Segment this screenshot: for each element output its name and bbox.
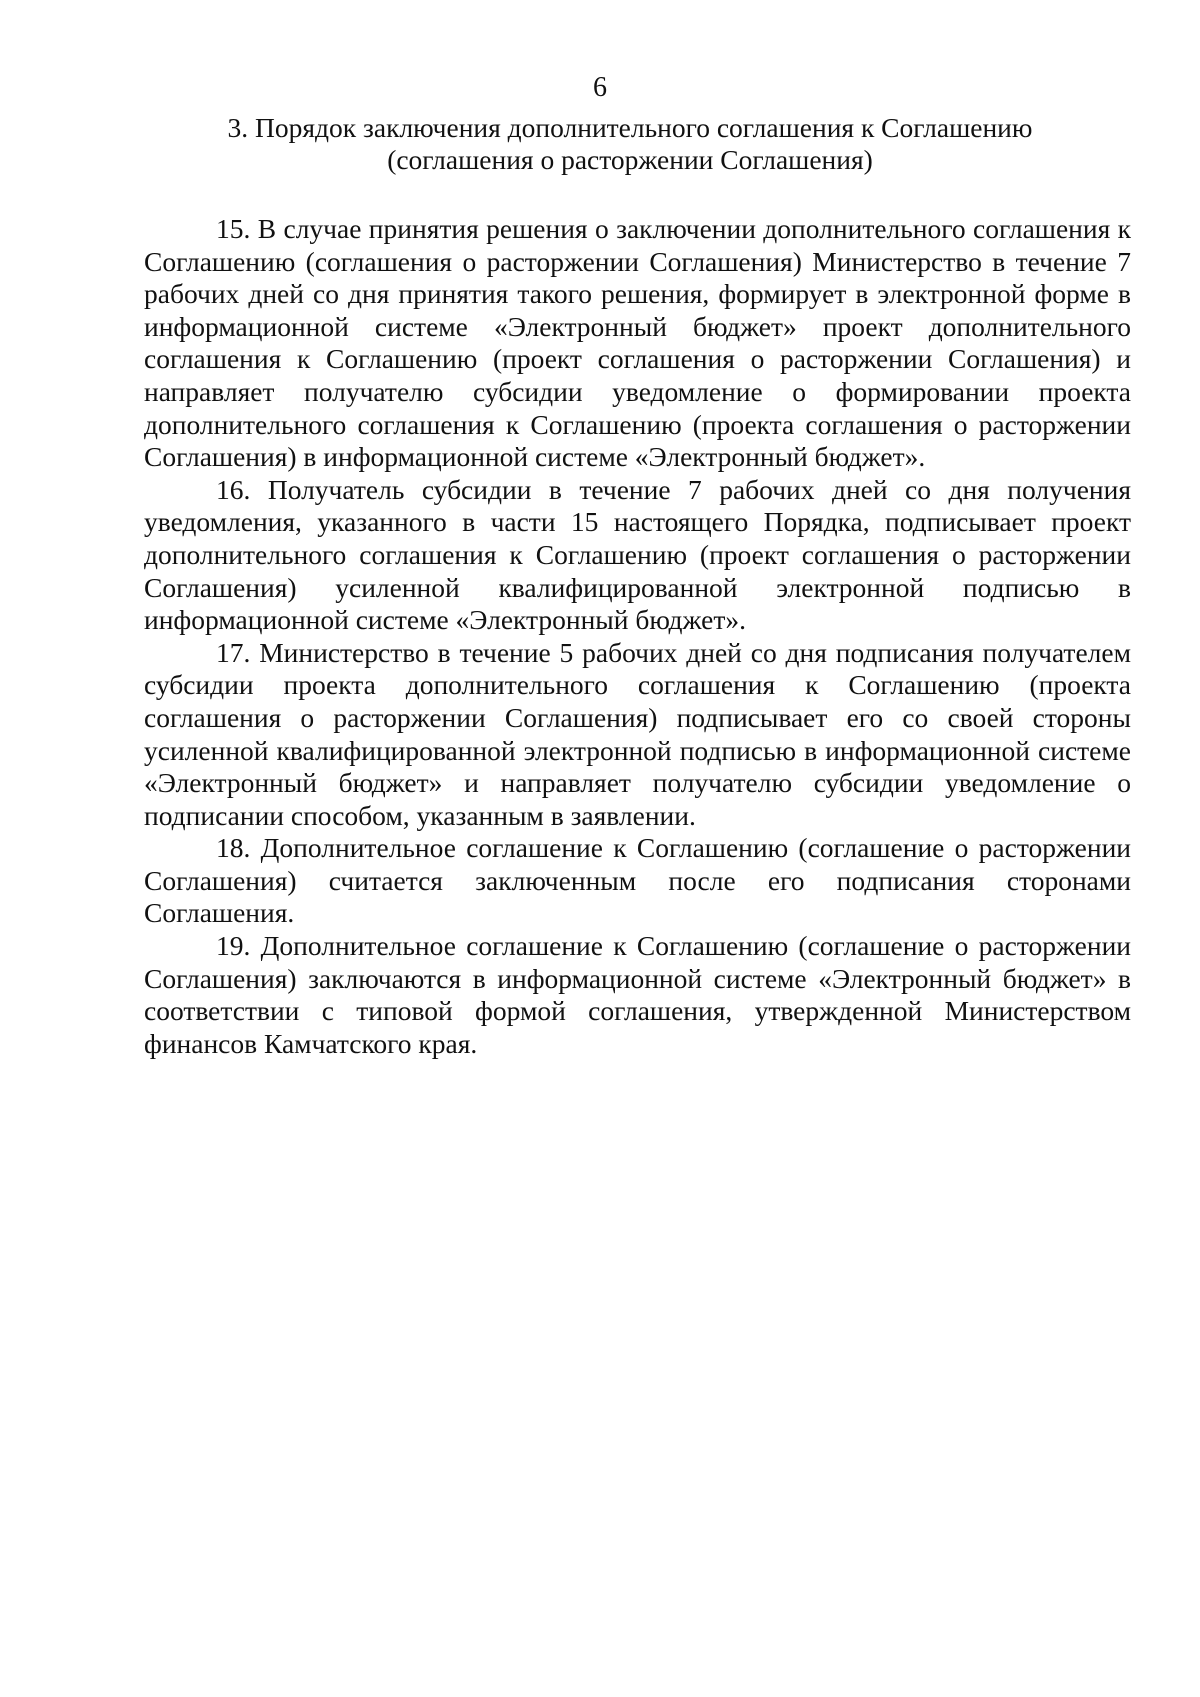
section-title [200,112,1060,176]
paragraph-17: 17. Министерство в течение 5 рабочих дней со дня подписания получателем субсидии проекта дополнительного соглашения к Соглашению (проекта соглашения о расторжении Соглашения) подписывает его со своей стороны усиленной квалифицированной электронной подписью в информационной системе «Электронный бюджет» и направляет получателю субсидии уведомление о подписании способом, указанным в заявлении. [144,636,1131,831]
paragraph-19: 19. Дополнительное соглашение к Соглашению (соглашение о расторжении Соглашения) заключаются в информационной системе «Электронный бюджет» в соответствии с типовой формой соглашения, утвержденной Министерством финансов Камчатского края. [144,930,1131,1059]
document-body [144,213,1131,1060]
paragraph-16: 16. Получатель субсидии в течение 7 рабочих дней со дня получения уведомления, указанного в части 15 настоящего Порядка, подписывает проект дополнительного соглашения к Соглашению (проект соглашения о расторжении Соглашения) усиленной квалифицированной электронной подписью в информационной системе «Электронный бюджет». [144,473,1131,636]
section-title-line-2: (соглашения о расторжении Соглашения) [387,144,873,175]
section-title-line-1: 3. Порядок заключения дополнительного соглашения к Соглашению [227,112,1033,143]
page-number: 6 [593,72,607,103]
paragraph-15: 15. В случае принятия решения о заключении дополнительного соглашения к Соглашению (соглашения о расторжении Соглашения) Министерство в течение 7 рабочих дней со дня принятия такого решения, формирует в электронной форме в информационной системе «Электронный бюджет» проект дополнительного соглашения к Соглашению (проект соглашения о расторжении Соглашения) и направляет получателю субсидии уведомление о формировании проекта дополнительного соглашения к Соглашению (проекта соглашения о расторжении Соглашения) в информационной системе «Электронный бюджет». [144,213,1131,473]
paragraph-18: 18. Дополнительное соглашение к Соглашению (соглашение о расторжении Соглашения) считается заключенным после его подписания сторонами Соглашения. [144,832,1131,929]
